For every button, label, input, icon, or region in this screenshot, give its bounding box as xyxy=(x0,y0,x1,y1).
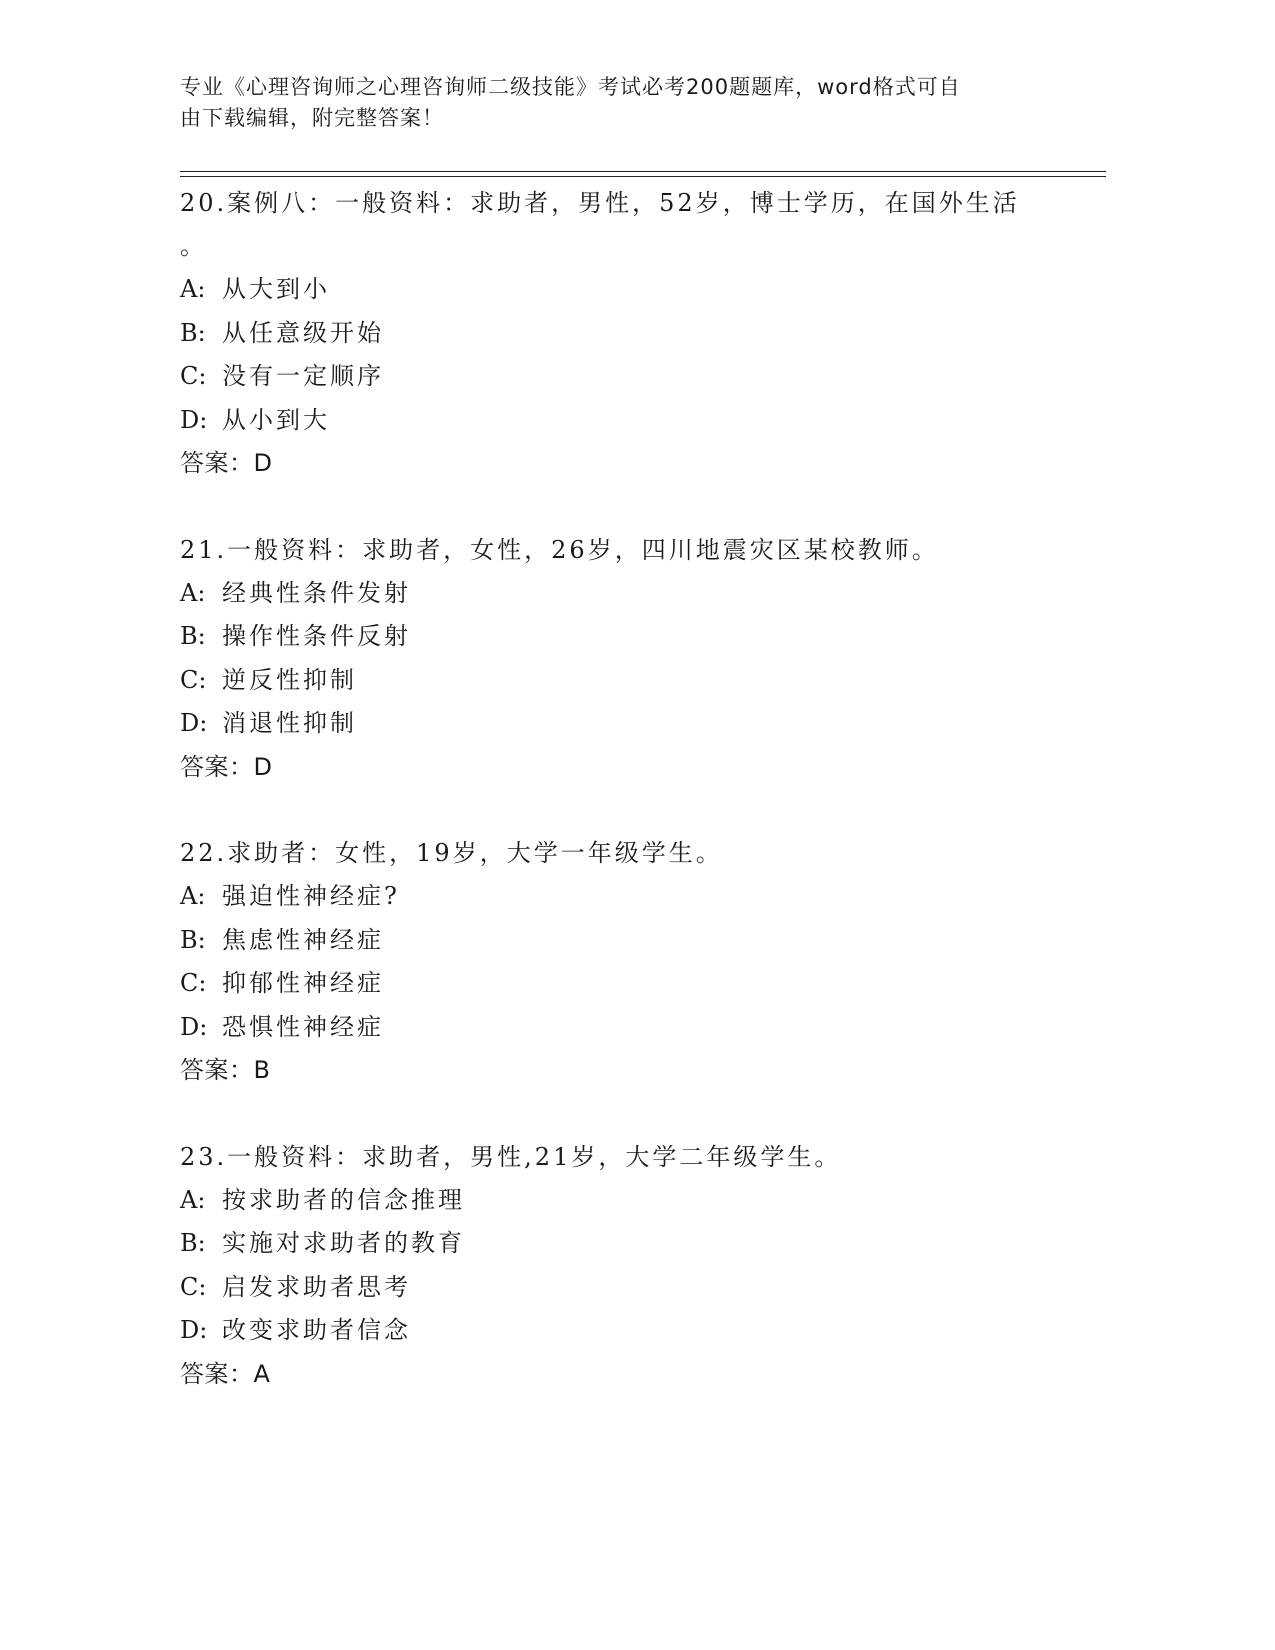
option-c xyxy=(180,1266,1080,1310)
answer-value: D xyxy=(253,752,273,781)
option-b xyxy=(180,312,1080,356)
answer-label: 答案： xyxy=(180,1359,254,1388)
option-letter: C: xyxy=(180,665,207,694)
answer-label: 答案： xyxy=(180,752,254,781)
option-text: 恐惧性神经症 xyxy=(222,1012,384,1041)
option-letter: B: xyxy=(180,925,206,954)
option-b xyxy=(180,1222,1080,1266)
answer-line xyxy=(180,746,1080,790)
option-c xyxy=(180,659,1080,703)
option-letter: B: xyxy=(180,1229,206,1257)
option-d xyxy=(180,1309,1080,1353)
option-text: 逆反性抑制 xyxy=(222,665,357,694)
option-a xyxy=(180,268,1080,312)
option-c xyxy=(180,962,1080,1006)
answer-value: D xyxy=(253,449,273,477)
option-text: 没有一定顺序 xyxy=(222,362,384,390)
option-letter: B: xyxy=(180,318,206,347)
question-text-continuation: 。 xyxy=(180,232,207,260)
option-c xyxy=(180,355,1080,399)
option-text: 抑郁性神经症 xyxy=(222,969,384,997)
option-letter: B: xyxy=(180,622,206,650)
answer-value: A xyxy=(253,1359,271,1388)
answer-line xyxy=(180,1049,1080,1093)
option-text: 实施对求助者的教育 xyxy=(222,1229,465,1257)
option-d xyxy=(180,399,1080,443)
option-b xyxy=(180,919,1080,963)
option-a xyxy=(180,875,1080,919)
header-divider-bottom xyxy=(180,176,1106,177)
option-letter: D: xyxy=(180,709,208,737)
header-line-2: 由下载编辑，附完整答案！ xyxy=(180,106,444,130)
option-b xyxy=(180,615,1080,659)
option-text: 消退性抑制 xyxy=(222,709,357,737)
document-header xyxy=(180,72,1040,134)
option-text: 从大到小 xyxy=(222,275,330,303)
option-text: 操作性条件反射 xyxy=(222,622,411,650)
option-letter: A: xyxy=(180,882,206,910)
header-divider-top xyxy=(180,171,1106,172)
option-a xyxy=(180,572,1080,616)
question-20 xyxy=(180,182,1080,486)
answer-label: 答案： xyxy=(180,1056,254,1084)
question-21 xyxy=(180,529,1080,790)
option-text: 启发求助者思考 xyxy=(222,1272,411,1301)
option-letter: A: xyxy=(180,275,206,303)
option-letter: D: xyxy=(180,1012,208,1041)
question-23 xyxy=(180,1136,1080,1397)
option-letter: A: xyxy=(180,578,206,607)
answer-value: B xyxy=(253,1056,271,1084)
option-letter: D: xyxy=(180,405,208,434)
answer-line xyxy=(180,1353,1080,1397)
question-text: 21.一般资料：求助者，女性，26岁，四川地震灾区某校教师。 xyxy=(180,535,939,564)
option-text: 改变求助者信念 xyxy=(222,1316,411,1344)
option-letter: D: xyxy=(180,1316,208,1344)
option-d xyxy=(180,1006,1080,1050)
option-letter: C: xyxy=(180,362,207,390)
answer-line xyxy=(180,442,1080,486)
question-22 xyxy=(180,832,1080,1093)
option-letter: C: xyxy=(180,1272,207,1301)
option-text: 按求助者的信念推理 xyxy=(222,1185,465,1214)
option-letter: C: xyxy=(180,969,207,997)
question-text: 20.案例八：一般资料：求助者，男性，52岁，博士学历，在国外生活 xyxy=(180,189,1020,217)
option-text: 焦虑性神经症 xyxy=(222,925,384,954)
question-text: 22.求助者：女性，19岁，大学一年级学生。 xyxy=(180,839,723,867)
question-text: 23.一般资料：求助者，男性,21岁，大学二年级学生。 xyxy=(180,1142,842,1171)
option-text: 从任意级开始 xyxy=(222,318,384,347)
answer-label: 答案： xyxy=(180,449,254,477)
option-text: 从小到大 xyxy=(222,405,330,434)
header-line-1: 专业《心理咨询师之心理咨询师二级技能》考试必考200题题库，word格式可自 xyxy=(180,75,961,99)
option-d xyxy=(180,702,1080,746)
option-text: 强迫性神经症? xyxy=(222,882,400,910)
option-text: 经典性条件发射 xyxy=(222,578,411,607)
option-letter: A: xyxy=(180,1185,206,1214)
question-list xyxy=(180,182,1080,1439)
option-a xyxy=(180,1179,1080,1223)
